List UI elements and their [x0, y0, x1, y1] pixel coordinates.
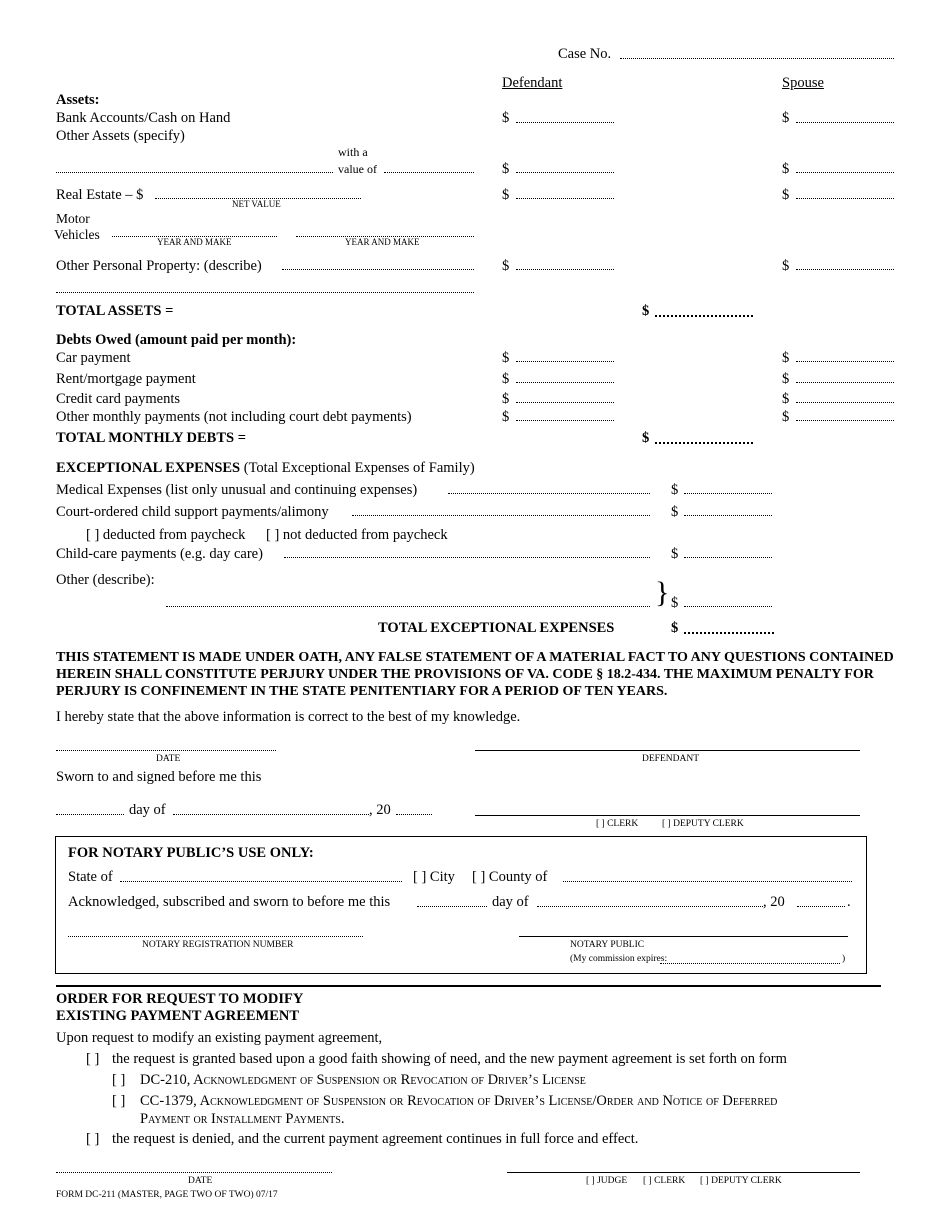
- city-checkbox[interactable]: [ ] City: [413, 869, 455, 885]
- state-of-label: State of: [68, 869, 113, 885]
- total-monthly-debts-field[interactable]: [655, 442, 753, 444]
- defendant-column-header: Defendant: [502, 75, 563, 91]
- value-of-label: value of: [338, 162, 377, 176]
- date-caption: DATE: [156, 754, 181, 764]
- deputy-clerk-checkbox[interactable]: [ ] DEPUTY CLERK: [662, 819, 744, 829]
- state-of-field[interactable]: [120, 881, 402, 882]
- bank-spouse-field[interactable]: [796, 122, 894, 123]
- child-care-label: Child-care payments (e.g. day care): [56, 546, 263, 562]
- judge-checkbox[interactable]: [ ] JUDGE: [586, 1176, 628, 1186]
- child-support-leader: [352, 515, 650, 516]
- perjury-warning: THIS STATEMENT IS MADE UNDER OATH, ANY FALSE STATEMENT OF A MATERIAL FACT TO ANY QUESTIONS CONTAINED HEREIN SHALL CONSTITUTE PERJURY UNDER THE PROVISIONS OF VA. CODE § 18.2-434. THE MAXIMUM PENALTY FOR PERJURY IS CONFINEMENT IN THE STATE PENITENTIARY FOR A PERIOD OF TEN YEARS.: [56, 650, 894, 699]
- currency-symbol: $: [642, 430, 650, 446]
- other-assets-defendant-field[interactable]: [516, 172, 614, 173]
- other-personal-spouse-field[interactable]: [796, 269, 894, 270]
- year-and-make-caption: YEAR AND MAKE: [345, 237, 420, 247]
- rent-mortgage-label: Rent/mortgage payment: [56, 371, 196, 387]
- order-heading-line-2: EXISTING PAYMENT AGREEMENT: [56, 1008, 300, 1024]
- child-care-leader: [284, 557, 650, 558]
- assets-heading: Assets:: [56, 92, 100, 108]
- medical-expenses-field[interactable]: [684, 493, 772, 494]
- motor-label: Motor: [56, 211, 90, 226]
- currency-symbol: $: [782, 350, 790, 366]
- currency-symbol: $: [782, 258, 790, 274]
- county-of-field[interactable]: [563, 881, 852, 882]
- other-personal-property-label: Other Personal Property: (describe): [56, 258, 262, 274]
- currency-symbol: $: [782, 391, 790, 407]
- notary-public-caption: NOTARY PUBLIC: [570, 940, 645, 950]
- county-of-checkbox[interactable]: [ ] County of: [472, 869, 548, 885]
- granted-text: the request is granted based upon a good faith showing of need, and the new payment agreement is set forth on form: [112, 1051, 787, 1067]
- other-personal-defendant-field[interactable]: [516, 269, 614, 270]
- form-id: FORM DC-211 (MASTER, PAGE TWO OF TWO) 07/17: [56, 1190, 278, 1200]
- notary-day-of-label: day of: [492, 894, 529, 910]
- case-no-field[interactable]: [620, 58, 894, 59]
- currency-symbol: $: [782, 161, 790, 177]
- credit-card-label: Credit card payments: [56, 391, 181, 407]
- defendant-caption: DEFENDANT: [642, 754, 699, 764]
- currency-symbol: $: [671, 546, 679, 562]
- currency-symbol: $: [502, 187, 510, 203]
- notary-public-signature-line[interactable]: [519, 936, 848, 937]
- section-divider: [56, 985, 881, 987]
- exceptional-expenses-heading-note: (Total Exceptional Expenses of Family): [243, 460, 475, 476]
- year-and-make-caption: YEAR AND MAKE: [157, 237, 232, 247]
- spouse-column-header: Spouse: [782, 75, 824, 91]
- bank-accounts-label: Bank Accounts/Cash on Hand: [56, 110, 231, 126]
- car-payment-label: Car payment: [56, 350, 131, 366]
- clerk-checkbox[interactable]: [ ] CLERK: [596, 819, 639, 829]
- order-intro: Upon request to modify an existing payment agreement,: [56, 1030, 383, 1046]
- currency-symbol: $: [502, 409, 510, 425]
- dc210-text: DC-210, Acknowledgment of Suspension or Revocation of Driver’s License: [140, 1072, 586, 1088]
- currency-symbol: $: [671, 595, 679, 611]
- defendant-signature-line[interactable]: [475, 750, 860, 751]
- sworn-month-field[interactable]: [173, 814, 369, 815]
- notary-month-field[interactable]: [537, 906, 763, 907]
- sworn-year-field[interactable]: [396, 814, 432, 815]
- currency-symbol: $: [502, 371, 510, 387]
- bank-defendant-field[interactable]: [516, 122, 614, 123]
- statement-text: I hereby state that the above information is correct to the best of my knowledge.: [56, 709, 521, 725]
- currency-symbol: $: [671, 504, 679, 520]
- case-no-label: Case No.: [558, 46, 612, 62]
- with-a-label: with a: [338, 145, 368, 159]
- other-assets-specify-field[interactable]: [56, 172, 333, 173]
- sworn-day-field[interactable]: [56, 814, 124, 815]
- total-assets-field[interactable]: [655, 315, 753, 317]
- currency-symbol: $: [782, 371, 790, 387]
- rent-spouse-field[interactable]: [796, 382, 894, 383]
- currency-symbol: $: [502, 391, 510, 407]
- notary-registration-field[interactable]: [68, 936, 363, 937]
- other-assets-spouse-field[interactable]: [796, 172, 894, 173]
- other-monthly-label: Other monthly payments (not including court debt payments): [56, 409, 412, 425]
- cc1379-text-line-1: CC-1379, Acknowledgment of Suspension or Revocation of Driver’s License/Order and Notice of Deferred: [140, 1093, 778, 1109]
- total-exceptional-field[interactable]: [684, 632, 774, 634]
- currency-symbol: $: [502, 350, 510, 366]
- other-personal-property-field[interactable]: [282, 269, 474, 270]
- currency-symbol: $: [671, 482, 679, 498]
- rent-defendant-field[interactable]: [516, 382, 614, 383]
- acknowledged-label: Acknowledged, subscribed and sworn to before me this: [68, 894, 391, 910]
- dc210-checkbox[interactable]: [ ]: [112, 1072, 126, 1088]
- child-support-label: Court-ordered child support payments/alimony: [56, 504, 329, 520]
- order-deputy-clerk-checkbox[interactable]: [ ] DEPUTY CLERK: [700, 1176, 782, 1186]
- other-describe-field[interactable]: [166, 606, 650, 607]
- currency-symbol: $: [502, 161, 510, 177]
- car-payment-spouse-field[interactable]: [796, 361, 894, 362]
- car-payment-defendant-field[interactable]: [516, 361, 614, 362]
- other-monthly-spouse-field[interactable]: [796, 420, 894, 421]
- currency-symbol: $: [502, 258, 510, 274]
- oath-date-field[interactable]: [56, 750, 276, 751]
- brace-symbol: }: [655, 576, 670, 609]
- net-value-caption: NET VALUE: [232, 199, 281, 209]
- order-heading-line-1: ORDER FOR REQUEST TO MODIFY: [56, 991, 304, 1007]
- medical-expenses-leader: [448, 493, 650, 494]
- commission-expires-field[interactable]: [660, 963, 840, 964]
- real-estate-label: Real Estate – $: [56, 187, 144, 203]
- real-estate-spouse-field[interactable]: [796, 198, 894, 199]
- sworn-label: Sworn to and signed before me this: [56, 769, 262, 785]
- total-monthly-debts-label: TOTAL MONTHLY DEBTS =: [56, 430, 246, 446]
- vehicles-label: Vehicles: [54, 227, 100, 242]
- other-assets-label: Other Assets (specify): [56, 128, 185, 144]
- other-monthly-defendant-field[interactable]: [516, 420, 614, 421]
- order-date-caption: DATE: [188, 1176, 213, 1186]
- total-assets-label: TOTAL ASSETS =: [56, 303, 174, 319]
- order-date-field[interactable]: [56, 1172, 332, 1173]
- notary-period: .: [847, 894, 851, 910]
- debts-heading: Debts Owed (amount paid per month):: [56, 332, 297, 348]
- other-personal-property-field-2[interactable]: [56, 292, 474, 293]
- notary-heading: FOR NOTARY PUBLIC’S USE ONLY:: [68, 845, 314, 861]
- notary-day-field[interactable]: [417, 906, 487, 907]
- cc1379-text-line-2: Payment or Installment Payments.: [140, 1111, 345, 1127]
- total-exceptional-label: TOTAL EXCEPTIONAL EXPENSES: [378, 620, 615, 636]
- commission-close-paren: ): [842, 954, 846, 964]
- other-describe-amount-field[interactable]: [684, 606, 772, 607]
- not-deducted-from-paycheck-checkbox[interactable]: [ ] not deducted from paycheck: [266, 527, 448, 543]
- child-care-field[interactable]: [684, 557, 772, 558]
- granted-checkbox[interactable]: [ ]: [86, 1051, 100, 1067]
- commission-expires-label: (My commission expires:: [570, 954, 668, 964]
- year-prefix: , 20: [369, 802, 391, 818]
- currency-symbol: $: [671, 620, 679, 636]
- child-support-field[interactable]: [684, 515, 772, 516]
- denied-text: the request is denied, and the current payment agreement continues in full force and effect.: [112, 1131, 639, 1147]
- order-clerk-checkbox[interactable]: [ ] CLERK: [643, 1176, 686, 1186]
- notary-registration-caption: NOTARY REGISTRATION NUMBER: [142, 940, 294, 950]
- denied-checkbox[interactable]: [ ]: [86, 1131, 100, 1147]
- currency-symbol: $: [642, 303, 650, 319]
- exceptional-expenses-heading: [56, 461, 475, 476]
- currency-symbol: $: [502, 110, 510, 126]
- notary-year-field[interactable]: [797, 906, 845, 907]
- currency-symbol: $: [782, 187, 790, 203]
- other-describe-label: Other (describe):: [56, 572, 155, 588]
- real-estate-defendant-field[interactable]: [516, 198, 614, 199]
- other-assets-value-field[interactable]: [384, 172, 474, 173]
- day-of-label: day of: [129, 802, 166, 818]
- credit-card-defendant-field[interactable]: [516, 402, 614, 403]
- notary-year-prefix: , 20: [763, 894, 785, 910]
- currency-symbol: $: [782, 110, 790, 126]
- clerk-signature-line[interactable]: [475, 815, 860, 816]
- judge-signature-line[interactable]: [507, 1172, 860, 1173]
- cc1379-checkbox[interactable]: [ ]: [112, 1093, 126, 1109]
- currency-symbol: $: [782, 409, 790, 425]
- deducted-from-paycheck-checkbox[interactable]: [ ] deducted from paycheck: [86, 527, 246, 543]
- medical-expenses-label: Medical Expenses (list only unusual and continuing expenses): [56, 482, 418, 498]
- credit-card-spouse-field[interactable]: [796, 402, 894, 403]
- exceptional-expenses-heading-bold: EXCEPTIONAL EXPENSES: [56, 460, 241, 476]
